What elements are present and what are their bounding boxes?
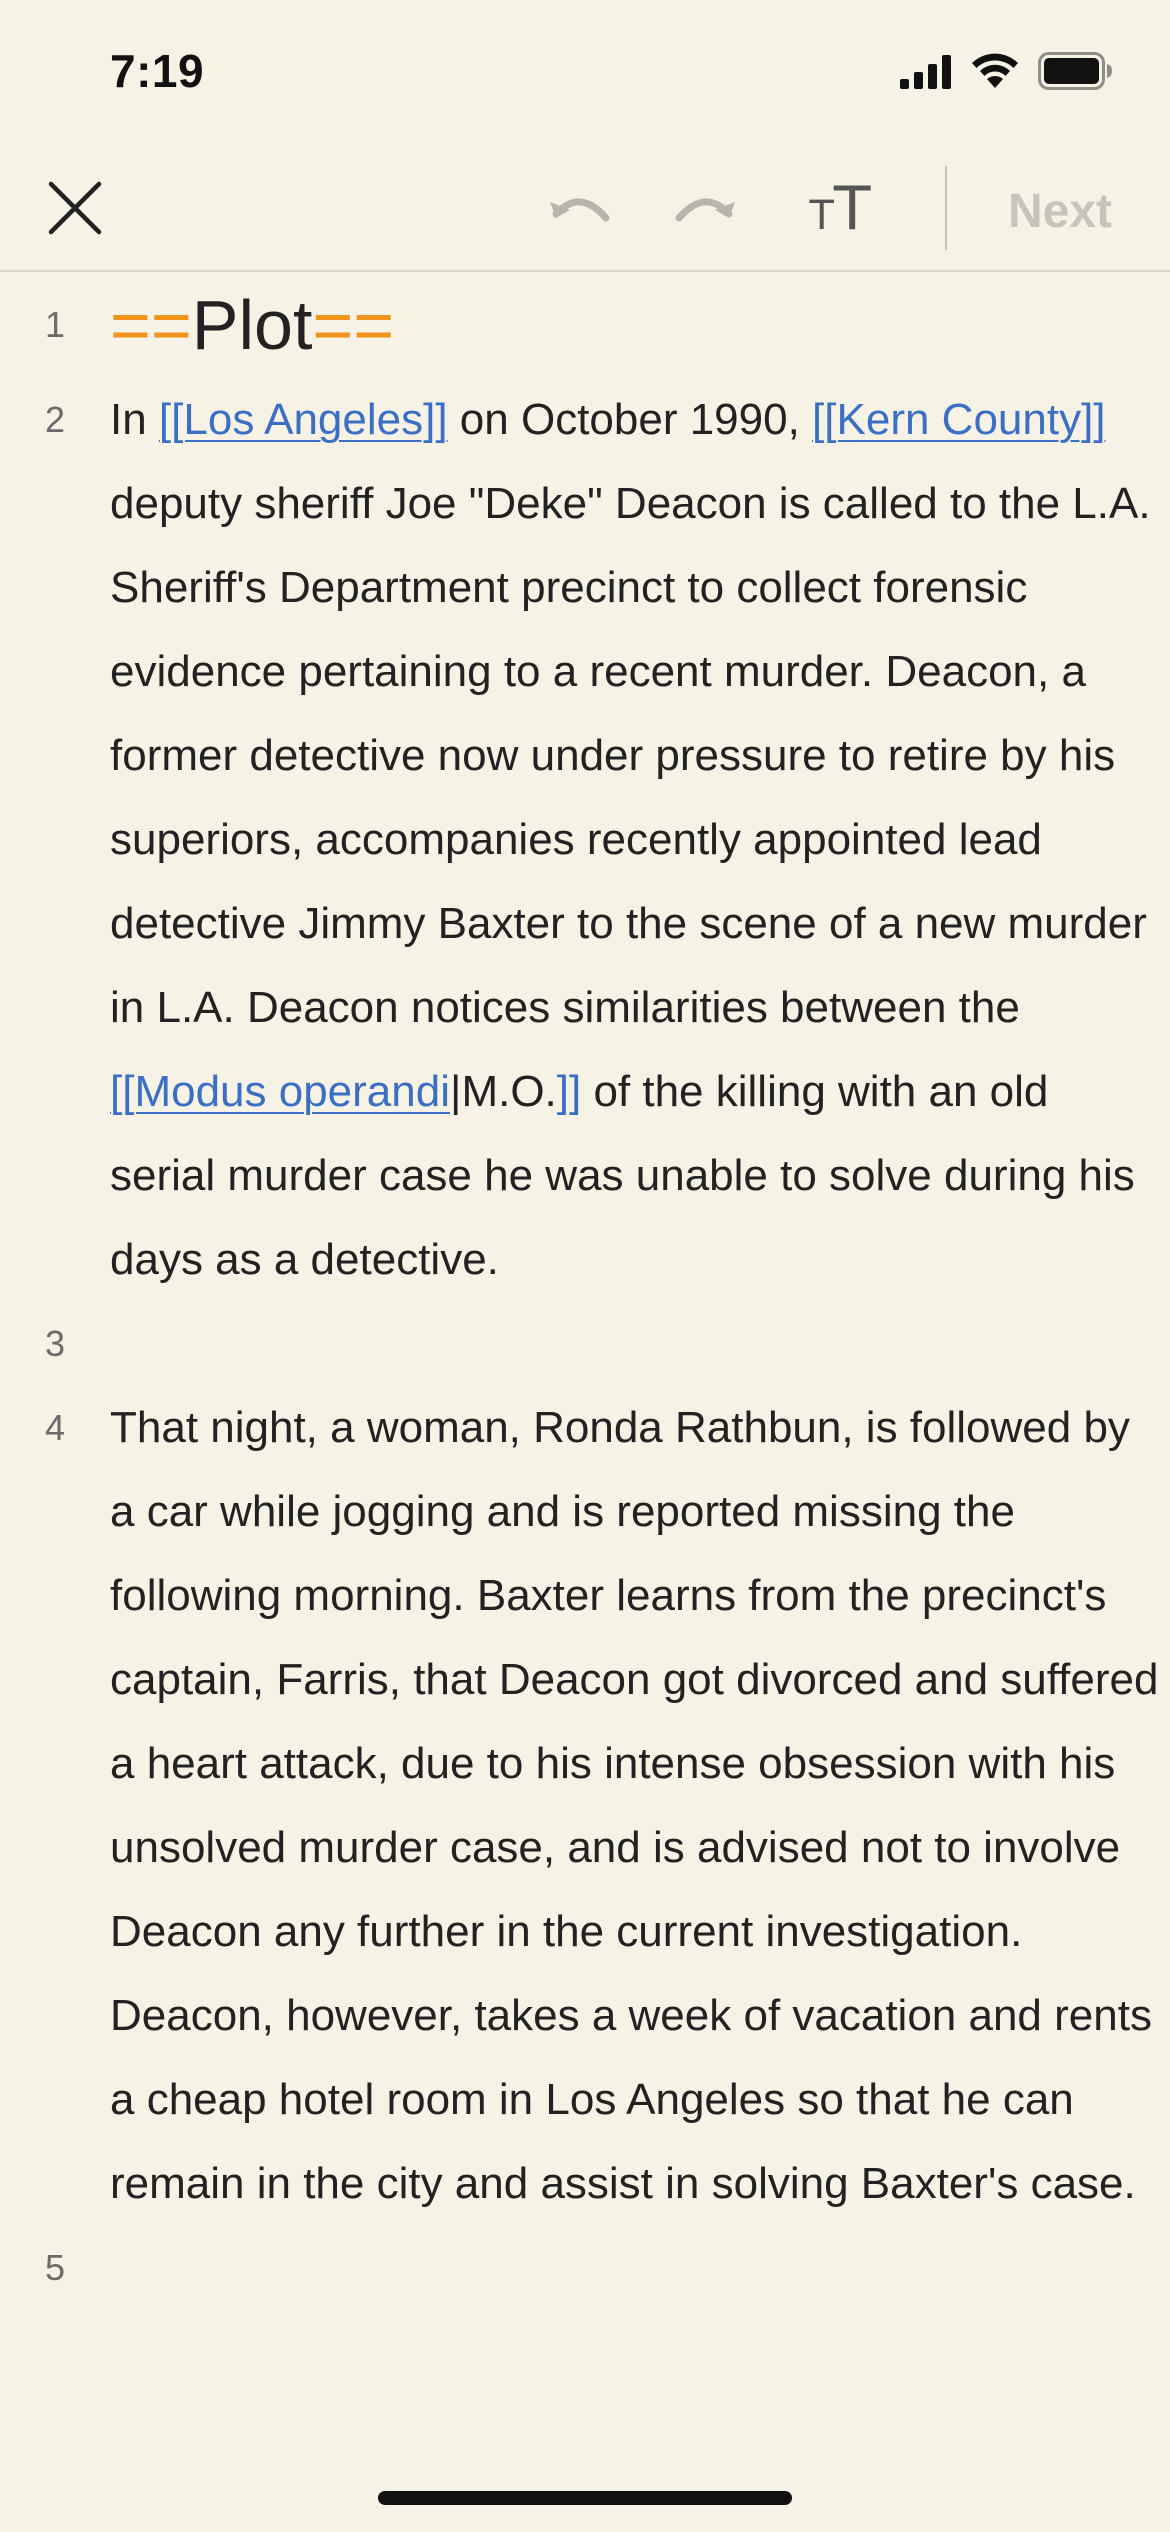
status-time: 7:19	[110, 45, 205, 97]
line-number: 3	[44, 1323, 66, 1364]
editor-line-1	[0, 272, 1170, 378]
text-size-big-glyph: T	[833, 174, 871, 244]
undo-button[interactable]	[535, 172, 625, 248]
editor-line-2	[0, 378, 1170, 1302]
editor-line-4	[0, 1386, 1170, 2226]
line-number: 1	[44, 304, 66, 345]
text-run: In	[110, 395, 159, 444]
text-run: of the killing with an old serial murder case he was unable to solve during his days as a detective.	[110, 1067, 1135, 1284]
wikilink-los-angeles[interactable]: [[Los Angeles]]	[158, 395, 448, 444]
status-icons	[900, 50, 1114, 96]
text-size-small-glyph: T	[809, 193, 834, 239]
text-run: on October 1990,	[447, 395, 813, 444]
heading-markup-close: ==	[312, 286, 395, 364]
wikilink-modus-operandi-target[interactable]: [[Modus operandi	[110, 1067, 450, 1116]
battery-icon	[1038, 52, 1114, 95]
cellular-signal-icon	[900, 53, 952, 94]
heading-markup-open: ==	[110, 286, 192, 364]
line-text[interactable]	[110, 1302, 1160, 1386]
line-number: 4	[44, 1407, 66, 1448]
status-bar	[0, 0, 1170, 150]
line-number: 5	[44, 2247, 66, 2288]
line-text[interactable]	[110, 272, 1160, 378]
editor-line-5	[0, 2226, 1170, 2310]
editor-line-3	[0, 1302, 1170, 1386]
line-text[interactable]	[110, 378, 1160, 1302]
close-button[interactable]	[30, 172, 120, 248]
wikitext-editor[interactable]	[0, 272, 1170, 2310]
undo-icon	[548, 188, 612, 233]
close-icon	[47, 180, 103, 241]
redo-button[interactable]	[660, 172, 750, 248]
toolbar-divider	[945, 166, 947, 250]
wikilink-kern-county[interactable]: [[Kern County]]	[812, 395, 1106, 444]
line-number: 2	[44, 399, 66, 440]
editor-toolbar	[0, 150, 1170, 272]
next-button[interactable]: Next	[1007, 184, 1113, 238]
wikilink-pipe: |	[450, 1067, 462, 1116]
heading-text: Plot	[191, 286, 313, 364]
home-indicator	[378, 2491, 792, 2505]
text-run: deputy sheriff Joe "Deke" Deacon is called to the L.A. Sheriff's Department precinct to collect forensic evidence pertaining to a recent murder. Deacon, a former detective now under pressure to retire by his superiors, accompanies recently appointed lead detective Jimmy Baxter to the scene of a new murder in L.A. Deacon notices similarities between the	[110, 479, 1151, 1032]
wikilink-close-brackets: ]]	[556, 1067, 582, 1116]
text-size-button[interactable]	[790, 164, 890, 254]
line-text[interactable]: That night, a woman, Ronda Rathbun, is followed by a car while jogging and is reported missing the following morning. Baxter learns from the precinct's captain, Farris, that Deacon got divorced and suffered a heart attack, due to his intense obsession with his unsolved murder case, and is advised not to involve Deacon any further in the current investigation. Deacon, however, takes a week of vacation and rents a cheap hotel room in Los Angeles so that he can remain in the city and assist in solving Baxter's case.	[110, 1403, 1159, 2208]
line-text[interactable]	[110, 2226, 1160, 2310]
wifi-icon	[970, 52, 1020, 95]
text-size-icon	[809, 174, 871, 244]
redo-icon	[673, 188, 737, 233]
wikilink-modus-operandi-label: M.O.	[461, 1067, 557, 1116]
